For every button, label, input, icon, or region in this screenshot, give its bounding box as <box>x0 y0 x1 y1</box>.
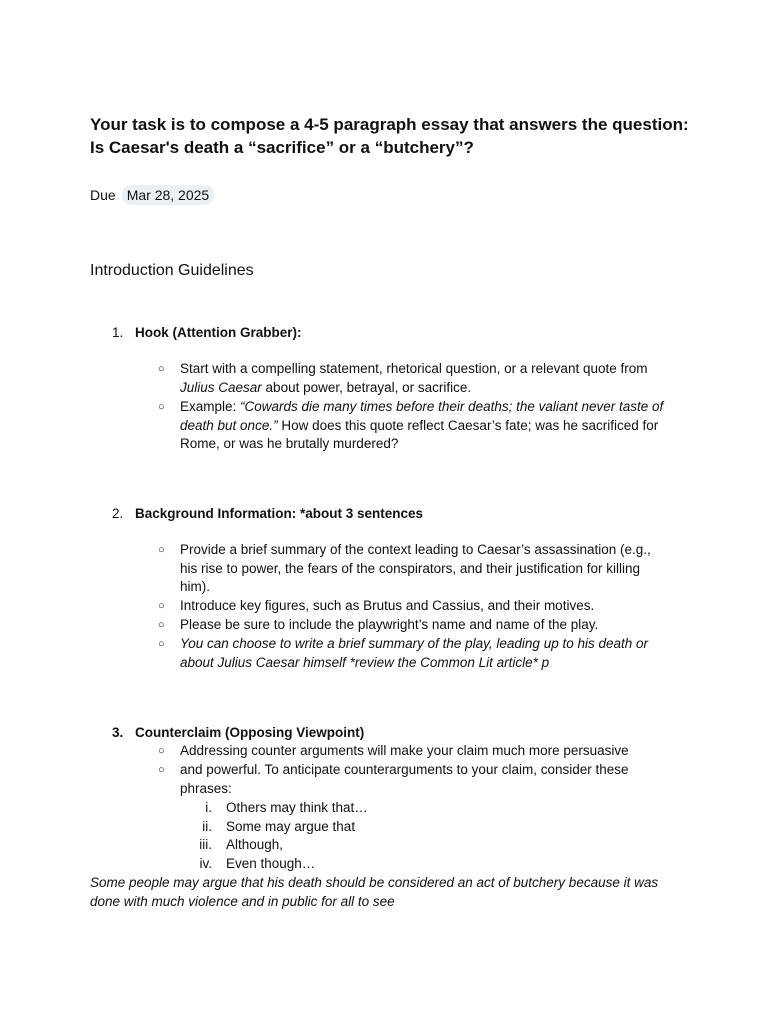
bullet-text-line: Please be sure to include the playwright’s name and name of the play. <box>180 617 599 632</box>
bullet-text-line: Start with a compelling statement, rhetorical question, or a relevant quote from <box>180 361 648 376</box>
list-number: 1. <box>112 325 124 340</box>
bullet-text-line: and powerful. To anticipate counterarguments to your claim, consider these <box>180 762 629 777</box>
bullet-circle-icon: ○ <box>158 638 165 650</box>
bullet-text: How does this quote reflect Caesar’s fate; was he sacrificed for <box>277 417 659 433</box>
list-heading: Counterclaim (Opposing Viewpoint) <box>135 725 365 740</box>
closing-line: Some people may argue that his death should be considered an act of butchery because it was <box>90 875 659 890</box>
list-heading: Background Information: *about 3 sentences <box>135 506 424 521</box>
roman-numeral: iv. <box>199 856 212 871</box>
roman-numeral: ii. <box>202 819 212 834</box>
closing-line: done with much violence and in public for all to see <box>90 893 395 909</box>
section-heading: Introduction Guidelines <box>90 262 254 279</box>
bullet-text-line: Addressing counter arguments will make your claim much more persuasive <box>180 743 629 758</box>
bullet-circle-icon: ○ <box>158 363 165 375</box>
bullet-circle-icon: ○ <box>158 619 165 631</box>
italic-text: Julius Caesar <box>180 379 262 395</box>
bullet-text-line <box>180 379 680 398</box>
bullet-text-line <box>180 417 680 436</box>
due-label: Due <box>90 187 116 203</box>
italic-text: death but once.” <box>180 417 278 433</box>
list-number: 3. <box>112 725 124 740</box>
bullet-text-line <box>180 635 680 654</box>
due-row <box>90 185 214 205</box>
closing-paragraph <box>90 874 690 911</box>
bullet-text-line: him). <box>180 579 210 595</box>
phrase-text: Some may argue that <box>226 819 356 834</box>
phrase-text: Others may think that… <box>226 800 368 815</box>
assignment-title: Your task is to compose a 4-5 paragraph essay that answers the question: Is Caesar's death a “sacrifice” or a “butchery”? <box>90 115 689 157</box>
bullet-text: about power, betrayal, or sacrifice. <box>261 379 472 395</box>
phrase-text: Although, <box>226 837 284 852</box>
bullet-circle-icon: ○ <box>158 745 165 757</box>
bullet-circle-icon: ○ <box>158 764 165 776</box>
bullet-text: Example: <box>180 399 241 414</box>
list-number: 2. <box>112 506 124 521</box>
due-date-chip[interactable]: Mar 28, 2025 <box>122 185 215 205</box>
bullet-text-line <box>180 654 680 673</box>
bullet-text-line: Introduce key figures, such as Brutus and Cassius, and their motives. <box>180 598 595 613</box>
roman-numeral: i. <box>205 800 212 815</box>
bullet-circle-icon: ○ <box>158 544 165 556</box>
roman-numeral: iii. <box>199 837 212 852</box>
italic-text: “Cowards die many times before their deaths; the valiant never taste of <box>240 399 664 414</box>
italic-text: about Julius Caesar himself *review the Common Lit article* p <box>180 654 550 670</box>
bullet-text-line: his rise to power, the fears of the conspirators, and their justification for killing <box>180 560 640 576</box>
phrase-text: Even though… <box>226 856 316 871</box>
bullet-text-line: Provide a brief summary of the context leading to Caesar’s assassination (e.g., <box>180 542 651 557</box>
bullet-circle-icon: ○ <box>158 600 165 612</box>
bullet-text-line: Rome, or was he brutally murdered? <box>180 436 399 452</box>
italic-text: You can choose to write a brief summary of the play, leading up to his death or <box>180 636 649 651</box>
list-heading: Hook (Attention Grabber): <box>135 325 302 340</box>
bullet-text-line <box>180 398 680 417</box>
bullet-text-line: phrases: <box>180 780 232 796</box>
bullet-circle-icon: ○ <box>158 401 165 413</box>
